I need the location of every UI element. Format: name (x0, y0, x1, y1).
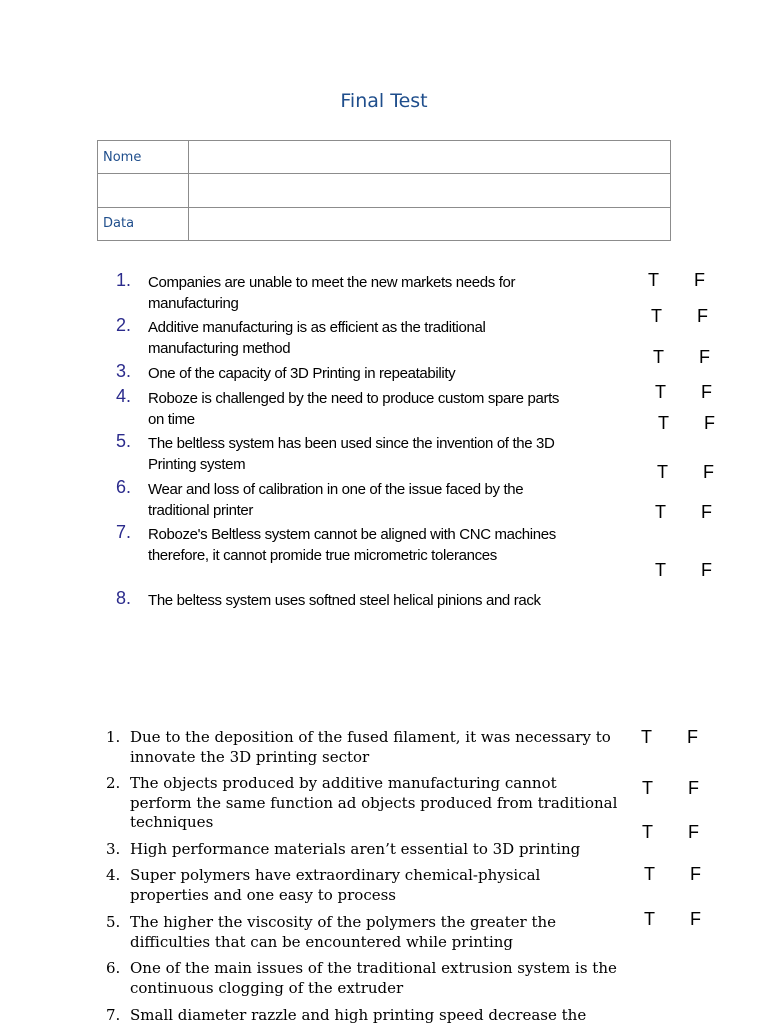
date-label: Data (98, 207, 189, 240)
question-number: 5. (106, 913, 121, 931)
question-text: High performance materials aren’t essential to 3D printing (130, 840, 581, 858)
false-option[interactable]: F (701, 382, 712, 402)
name-field[interactable] (189, 141, 671, 174)
true-option[interactable]: T (651, 306, 662, 326)
question-text: Small diameter razzle and high printing speed decrease the (130, 1006, 587, 1024)
question-number: 8. (116, 588, 132, 608)
false-option[interactable]: F (701, 560, 712, 580)
question-text: The beltless system has been used since the invention of the 3D Printing system (148, 435, 555, 473)
question-number: 6. (106, 959, 121, 977)
true-false-choice (642, 822, 699, 843)
false-option[interactable]: F (690, 864, 701, 884)
true-option[interactable]: T (655, 502, 666, 522)
true-option[interactable]: T (648, 270, 659, 290)
false-option[interactable]: F (704, 413, 715, 433)
false-option[interactable]: F (701, 502, 712, 522)
question-text: Due to the deposition of the fused filament, it was necessary to innovate the 3D printing sector (130, 728, 611, 766)
true-false-choice (651, 306, 708, 327)
true-false-choice (658, 413, 715, 434)
true-false-choice (657, 462, 714, 483)
question-text: Additive manufacturing is as efficient as the traditional manufacturing method (148, 319, 486, 357)
question-number: 7. (116, 522, 132, 542)
true-option[interactable]: T (655, 560, 666, 580)
question-number: 4. (106, 866, 121, 884)
true-false-choice (655, 560, 712, 581)
false-option[interactable]: F (688, 778, 699, 798)
table-row (98, 174, 671, 207)
true-option[interactable]: T (644, 909, 655, 929)
page-title: Final Test (340, 90, 428, 112)
question-number: 1. (116, 270, 132, 290)
true-option[interactable]: T (655, 382, 666, 402)
true-false-choice (641, 727, 698, 748)
question-text: The beltess system uses softned steel helical pinions and rack (148, 592, 541, 609)
true-option[interactable]: T (653, 347, 664, 367)
question-text: One of the main issues of the traditional extrusion system is the continuous clogging of the extruder (130, 959, 617, 997)
question-text: Roboze is challenged by the need to produce custom spare parts on time (148, 390, 560, 428)
true-false-choice (644, 864, 701, 885)
date-field[interactable] (189, 207, 671, 240)
question-text: Wear and loss of calibration in one of the issue faced by the traditional printer (148, 481, 524, 519)
false-option[interactable]: F (694, 270, 705, 290)
question-text: The objects produced by additive manufacturing cannot perform the same function ad objects produced from traditional techniques (130, 774, 618, 831)
table-row (98, 141, 671, 174)
false-option[interactable]: F (688, 822, 699, 842)
true-false-choice (655, 502, 712, 523)
false-option[interactable]: F (697, 306, 708, 326)
question-text: The higher the viscosity of the polymers the greater the difficulties that can be encountered while printing (130, 913, 557, 951)
question-number: 5. (116, 431, 132, 451)
name-label: Nome (98, 141, 189, 174)
false-option[interactable]: F (690, 909, 701, 929)
true-option[interactable]: T (644, 864, 655, 884)
table-row (98, 207, 671, 240)
false-option[interactable]: F (699, 347, 710, 367)
question-number: 2. (106, 774, 121, 792)
blank-label (98, 174, 189, 207)
blank-field[interactable] (189, 174, 671, 207)
false-option[interactable]: F (687, 727, 698, 747)
question-text: Companies are unable to meet the new markets needs for manufacturing (148, 274, 516, 312)
true-false-choice (644, 909, 701, 930)
question-number: 7. (106, 1006, 121, 1024)
question-number: 2. (116, 315, 132, 335)
true-option[interactable]: T (657, 462, 668, 482)
question-number: 3. (116, 361, 132, 381)
question-number: 1. (106, 728, 121, 746)
true-false-choice (655, 382, 712, 403)
true-option[interactable]: T (642, 778, 653, 798)
question-text: One of the capacity of 3D Printing in repeatability (148, 365, 456, 382)
info-table (97, 140, 671, 241)
true-false-choice (648, 270, 705, 291)
true-false-choice (642, 778, 699, 799)
question-text: Roboze's Beltless system cannot be aligned with CNC machines therefore, it cannot promide true micrometric tolerances (148, 526, 556, 564)
false-option[interactable]: F (703, 462, 714, 482)
question-number: 4. (116, 386, 132, 406)
true-option[interactable]: T (658, 413, 669, 433)
true-option[interactable]: T (642, 822, 653, 842)
question-number: 3. (106, 840, 121, 858)
question-text: Super polymers have extraordinary chemical-physical properties and one easy to process (130, 866, 541, 904)
true-false-choice (653, 347, 710, 368)
question-number: 6. (116, 477, 132, 497)
true-option[interactable]: T (641, 727, 652, 747)
